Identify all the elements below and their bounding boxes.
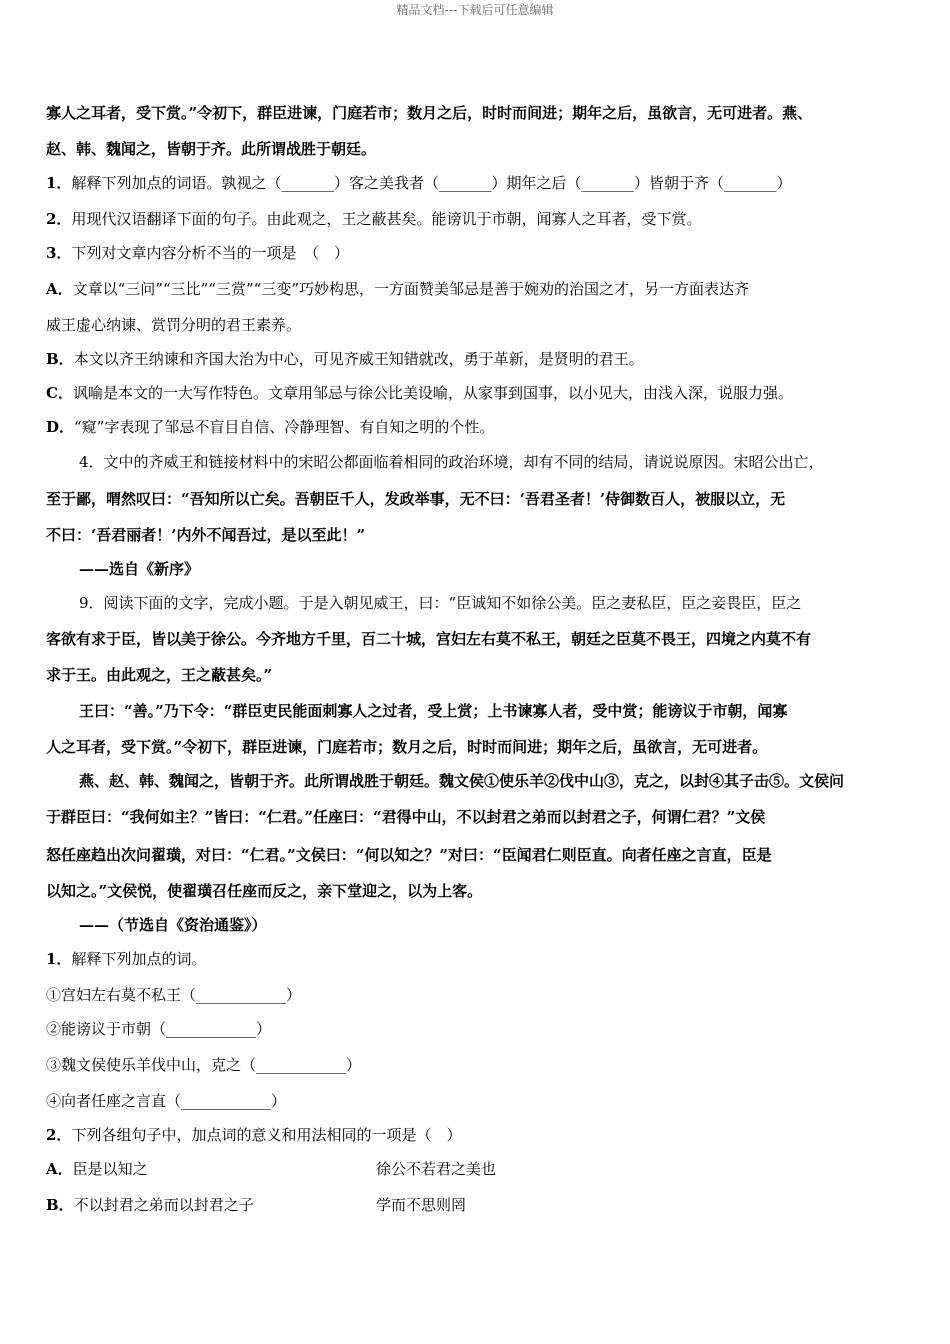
question-1: 1．解释下列加点的词语。孰视之（_______）客之美我者（_______）期年之后（_______）皆朝于齐（_______） — [46, 174, 792, 192]
text-line: 于群臣曰：“我何如主？”皆曰：“仁君。”任座曰：“君得中山，不以封君之弟而以封君之子，何谓仁君？”文侯 — [46, 808, 766, 826]
question-4: 4．文中的齐威王和链接材料中的宋昭公都面临着相同的政治环境，却有不同的结局，请说说原因。宋昭公出亡， — [79, 453, 824, 471]
text-line: 寡人之耳者，受下赏。”令初下，群臣进谏，门庭若市；数月之后，时时而间进；期年之后，虽欲言，无可进者。燕、 — [46, 104, 813, 122]
text-line: 威王虚心纳谏、赏罚分明的君王素养。 — [46, 316, 302, 334]
question-3: 3．下列对文章内容分析不当的一项是 （ ） — [46, 244, 349, 262]
fill-item-1: ①宫妇左右莫不私王（____________） — [46, 986, 302, 1004]
text-line: 以知之。”文侯悦，使翟璜召任座而反之，亲下堂迎之，以为上客。 — [46, 882, 483, 900]
fill-item-2: ②能谤议于市朝（____________） — [46, 1020, 272, 1038]
text-line: 赵、韩、魏闻之，皆朝于齐。此所谓战胜于朝廷。 — [46, 140, 377, 158]
text-line: 至于鄙，喟然叹曰：“吾知所以亡矣。吾朝臣千人，发政举事，无不曰：‘吾君圣者！’侍御数百人，被服以立，无 — [46, 490, 786, 508]
sub-question-1: 1．解释下列加点的词。 — [46, 950, 207, 968]
question-9: 9．阅读下面的文字，完成小题。于是入朝见威王，曰：“臣诚知不如徐公美。臣之妻私臣，臣之妾畏臣，臣之 — [79, 594, 802, 612]
choice-b-right: 学而不思则罔 — [376, 1196, 467, 1214]
option-d: D．“窥”字表现了邹忌不盲目自信、冷静理智、有自知之明的个性。 — [46, 418, 495, 436]
source-citation: ——选自《新序》 — [79, 560, 200, 578]
question-2: 2．用现代汉语翻译下面的句子。由此观之，王之蔽甚矣。能谤讥于市朝，闻寡人之耳者，受下赏。 — [46, 210, 702, 228]
text-line: 不曰：‘吾君丽者！’内外不闻吾过，是以至此！” — [46, 526, 366, 544]
text-line: 求于王。由此观之，王之蔽甚矣。” — [46, 666, 273, 684]
text-line: 怒任座趋出次问翟璜，对曰：“仁君。”文侯曰：“何以知之？”对曰：“臣闻君仁则臣直。向者任座之言直，臣是 — [46, 846, 772, 864]
text-line: 王曰：“善。”乃下令：“群臣吏民能面刺寡人之过者，受上赏；上书谏寡人者，受中赏；能谤议于市朝，闻寡 — [79, 702, 788, 720]
choice-a: A．臣是以知之 — [46, 1160, 148, 1178]
fill-item-3: ③魏文侯使乐羊伐中山，克之（____________） — [46, 1056, 362, 1074]
text-line: 客欲有求于臣，皆以美于徐公。今齐地方千里，百二十城，宫妇左右莫不私王，朝廷之臣莫不畏王，四境之内莫不有 — [46, 630, 812, 648]
text-line: 人之耳者，受下赏。”令初下，群臣进谏，门庭若市；数月之后，时时而间进；期年之后，虽欲言，无可进者。 — [46, 738, 768, 756]
option-c: C．讽喻是本文的一大写作特色。文章用邹忌与徐公比美设喻，从家事到国事，以小见大，由浅入深，说服力强。 — [46, 384, 793, 402]
choice-b: B．不以封君之弟而以封君之子 — [46, 1196, 254, 1214]
source-citation: ——（节选自《资治通鉴》） — [79, 916, 267, 934]
sub-question-2: 2．下列各组句子中，加点词的意义和用法相同的一项是（ ） — [46, 1126, 462, 1144]
page-header: 精品文档---下载后可任意编辑 — [396, 3, 554, 17]
choice-a-right: 徐公不若君之美也 — [376, 1160, 497, 1178]
option-a: A．文章以“三问”“三比”“三赏”“三变”巧妙构思，一方面赞美邹忌是善于婉劝的治国之才，另一方面表达齐 — [46, 280, 749, 298]
option-b: B．本文以齐王纳谏和齐国大治为中心，可见齐威王知错就改，勇于革新，是贤明的君王。 — [46, 350, 644, 368]
text-line: 燕、赵、韩、魏闻之，皆朝于齐。此所谓战胜于朝廷。魏文侯①使乐羊②伐中山③，克之，以封④其子击⑤。文侯问 — [79, 772, 845, 790]
fill-item-4: ④向者任座之言直（____________） — [46, 1092, 287, 1110]
